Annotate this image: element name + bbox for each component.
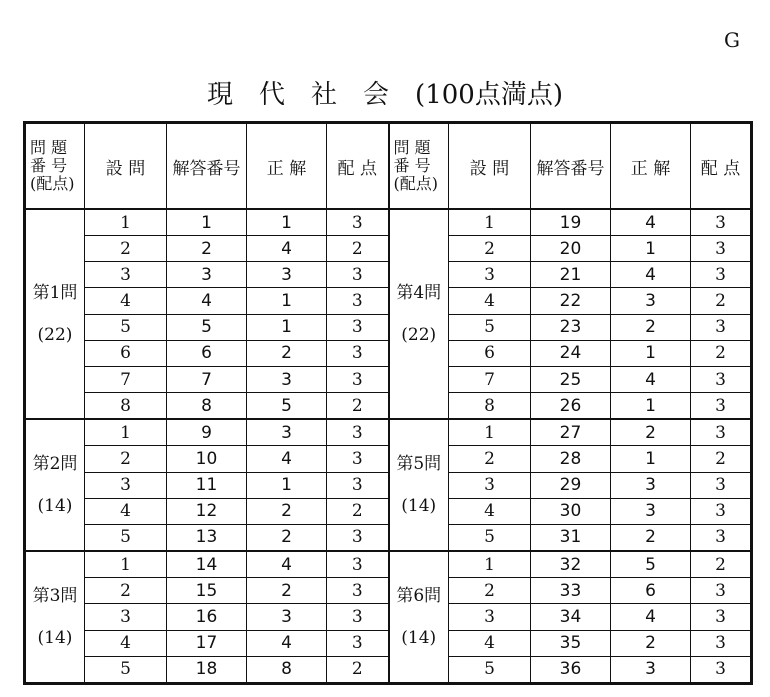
answer-number-cell: 20 <box>531 236 611 262</box>
table-row <box>25 262 752 288</box>
question-group-cell <box>389 419 449 551</box>
answer-number-cell: 8 <box>167 393 247 420</box>
points-cell: 3 <box>327 419 389 446</box>
answer-number-cell: 12 <box>167 498 247 524</box>
corner-label: G <box>724 28 740 52</box>
correct-answer-cell: 3 <box>611 498 691 524</box>
question-points: (22) <box>37 325 73 346</box>
setsumon-cell: 1 <box>449 551 531 578</box>
table-row <box>25 498 752 524</box>
table-row <box>25 472 752 498</box>
answer-number-cell: 5 <box>167 314 247 340</box>
correct-answer-cell: 5 <box>611 551 691 578</box>
correct-answer-cell: 2 <box>247 578 327 604</box>
header-row <box>25 123 752 210</box>
setsumon-cell: 2 <box>85 236 167 262</box>
question-group-cell <box>389 209 449 419</box>
correct-answer-cell: 1 <box>247 288 327 314</box>
answer-number-cell: 25 <box>531 366 611 392</box>
setsumon-cell: 2 <box>449 236 531 262</box>
correct-answer-cell: 4 <box>247 551 327 578</box>
points-cell: 3 <box>327 524 389 551</box>
page-title <box>0 74 770 111</box>
correct-answer-cell: 4 <box>247 446 327 472</box>
answer-number-cell: 34 <box>531 604 611 630</box>
answer-number-cell: 2 <box>167 236 247 262</box>
correct-answer-cell: 2 <box>247 498 327 524</box>
correct-answer-cell: 3 <box>611 288 691 314</box>
answer-number-cell: 19 <box>531 209 611 236</box>
correct-answer-cell: 4 <box>611 366 691 392</box>
points-cell: 3 <box>691 472 752 498</box>
header-points: 配 点 <box>327 123 389 210</box>
answer-number-cell: 30 <box>531 498 611 524</box>
header-correct: 正 解 <box>247 123 327 210</box>
setsumon-cell: 2 <box>449 446 531 472</box>
setsumon-cell: 5 <box>85 314 167 340</box>
setsumon-cell: 3 <box>449 262 531 288</box>
answer-number-cell: 10 <box>167 446 247 472</box>
question-group-cell <box>389 551 449 683</box>
setsumon-cell: 8 <box>449 393 531 420</box>
table-row <box>25 604 752 630</box>
points-cell: 3 <box>327 604 389 630</box>
answer-number-cell: 4 <box>167 288 247 314</box>
setsumon-cell: 4 <box>449 288 531 314</box>
setsumon-cell: 4 <box>449 630 531 656</box>
points-cell: 3 <box>327 262 389 288</box>
setsumon-cell: 5 <box>85 656 167 683</box>
points-cell: 3 <box>691 366 752 392</box>
correct-answer-cell: 6 <box>611 578 691 604</box>
points-cell: 3 <box>327 314 389 340</box>
answer-number-cell: 22 <box>531 288 611 314</box>
points-cell: 2 <box>691 288 752 314</box>
setsumon-cell: 8 <box>85 393 167 420</box>
correct-answer-cell: 2 <box>247 340 327 366</box>
question-points: (14) <box>401 628 437 649</box>
correct-answer-cell: 3 <box>247 262 327 288</box>
setsumon-cell: 5 <box>449 524 531 551</box>
correct-answer-cell: 1 <box>611 236 691 262</box>
question-label: 第1問 <box>32 283 78 304</box>
points-cell: 3 <box>691 524 752 551</box>
answer-number-cell: 7 <box>167 366 247 392</box>
answer-number-cell: 17 <box>167 630 247 656</box>
setsumon-cell: 4 <box>85 630 167 656</box>
table-row <box>25 524 752 551</box>
points-cell: 2 <box>327 656 389 683</box>
answer-number-cell: 13 <box>167 524 247 551</box>
setsumon-cell: 3 <box>85 472 167 498</box>
correct-answer-cell: 2 <box>611 314 691 340</box>
title-points: (100点満点) <box>415 80 563 110</box>
points-cell: 2 <box>327 393 389 420</box>
points-cell: 2 <box>691 340 752 366</box>
answer-number-cell: 16 <box>167 604 247 630</box>
answer-number-cell: 15 <box>167 578 247 604</box>
question-points: (14) <box>37 628 73 649</box>
correct-answer-cell: 1 <box>611 446 691 472</box>
header-question-number: 問 題 番 号 (配点) <box>389 123 449 210</box>
answer-number-cell: 14 <box>167 551 247 578</box>
answer-number-cell: 28 <box>531 446 611 472</box>
points-cell: 3 <box>691 262 752 288</box>
answer-number-cell: 33 <box>531 578 611 604</box>
setsumon-cell: 7 <box>85 366 167 392</box>
table-row <box>25 656 752 683</box>
answer-number-cell: 6 <box>167 340 247 366</box>
header-setsumon: 設 問 <box>85 123 167 210</box>
correct-answer-cell: 1 <box>611 340 691 366</box>
question-label: 第3問 <box>32 586 78 607</box>
question-points: (14) <box>37 496 73 517</box>
correct-answer-cell: 1 <box>611 393 691 420</box>
table-row <box>25 209 752 236</box>
correct-answer-cell: 1 <box>247 209 327 236</box>
correct-answer-cell: 4 <box>247 236 327 262</box>
answer-number-cell: 29 <box>531 472 611 498</box>
setsumon-cell: 1 <box>85 551 167 578</box>
points-cell: 3 <box>691 314 752 340</box>
table-row <box>25 419 752 446</box>
correct-answer-cell: 2 <box>611 630 691 656</box>
answer-number-cell: 9 <box>167 419 247 446</box>
setsumon-cell: 3 <box>449 604 531 630</box>
points-cell: 2 <box>691 446 752 472</box>
question-points: (22) <box>401 325 437 346</box>
correct-answer-cell: 5 <box>247 393 327 420</box>
correct-answer-cell: 8 <box>247 656 327 683</box>
answer-number-cell: 31 <box>531 524 611 551</box>
setsumon-cell: 6 <box>449 340 531 366</box>
header-question-number: 問 題 番 号 (配点) <box>25 123 85 210</box>
answer-number-cell: 32 <box>531 551 611 578</box>
points-cell: 3 <box>327 630 389 656</box>
table-row <box>25 393 752 420</box>
table-row <box>25 340 752 366</box>
setsumon-cell: 5 <box>85 524 167 551</box>
points-cell: 3 <box>327 288 389 314</box>
points-cell: 3 <box>691 498 752 524</box>
title-subject: 現代社会 <box>207 80 416 110</box>
question-label: 第2問 <box>32 454 78 475</box>
header-answer-number: 解答番号 <box>167 123 247 210</box>
answer-number-cell: 35 <box>531 630 611 656</box>
points-cell: 3 <box>327 472 389 498</box>
correct-answer-cell: 4 <box>611 209 691 236</box>
setsumon-cell: 2 <box>85 578 167 604</box>
answer-number-cell: 24 <box>531 340 611 366</box>
question-label: 第4問 <box>396 283 442 304</box>
header-correct: 正 解 <box>611 123 691 210</box>
correct-answer-cell: 2 <box>611 419 691 446</box>
points-cell: 3 <box>691 236 752 262</box>
points-cell: 2 <box>691 551 752 578</box>
setsumon-cell: 4 <box>85 288 167 314</box>
table-row <box>25 446 752 472</box>
points-cell: 3 <box>691 630 752 656</box>
header-points: 配 点 <box>691 123 752 210</box>
answer-table <box>23 121 753 685</box>
table-row <box>25 236 752 262</box>
points-cell: 2 <box>327 236 389 262</box>
table-row <box>25 314 752 340</box>
setsumon-cell: 5 <box>449 314 531 340</box>
points-cell: 3 <box>691 656 752 683</box>
answer-number-cell: 3 <box>167 262 247 288</box>
table-row <box>25 630 752 656</box>
header-setsumon: 設 問 <box>449 123 531 210</box>
points-cell: 3 <box>691 419 752 446</box>
answer-number-cell: 26 <box>531 393 611 420</box>
setsumon-cell: 3 <box>85 262 167 288</box>
correct-answer-cell: 1 <box>247 472 327 498</box>
setsumon-cell: 1 <box>449 209 531 236</box>
question-group-cell <box>25 551 85 683</box>
points-cell: 3 <box>327 446 389 472</box>
question-label: 第6問 <box>396 586 442 607</box>
setsumon-cell: 3 <box>85 604 167 630</box>
table-row <box>25 288 752 314</box>
correct-answer-cell: 4 <box>611 262 691 288</box>
setsumon-cell: 7 <box>449 366 531 392</box>
correct-answer-cell: 2 <box>247 524 327 551</box>
setsumon-cell: 1 <box>85 209 167 236</box>
points-cell: 3 <box>691 604 752 630</box>
answer-number-cell: 21 <box>531 262 611 288</box>
correct-answer-cell: 3 <box>247 604 327 630</box>
setsumon-cell: 3 <box>449 472 531 498</box>
setsumon-cell: 1 <box>85 419 167 446</box>
answer-number-cell: 23 <box>531 314 611 340</box>
correct-answer-cell: 4 <box>247 630 327 656</box>
points-cell: 3 <box>327 340 389 366</box>
setsumon-cell: 2 <box>449 578 531 604</box>
answer-number-cell: 11 <box>167 472 247 498</box>
points-cell: 3 <box>327 209 389 236</box>
correct-answer-cell: 1 <box>247 314 327 340</box>
correct-answer-cell: 2 <box>611 524 691 551</box>
points-cell: 3 <box>327 578 389 604</box>
points-cell: 3 <box>327 551 389 578</box>
correct-answer-cell: 4 <box>611 604 691 630</box>
setsumon-cell: 2 <box>85 446 167 472</box>
correct-answer-cell: 3 <box>247 419 327 446</box>
table-row <box>25 551 752 578</box>
setsumon-cell: 5 <box>449 656 531 683</box>
answer-number-cell: 36 <box>531 656 611 683</box>
correct-answer-cell: 3 <box>247 366 327 392</box>
points-cell: 2 <box>327 498 389 524</box>
table-body <box>25 209 752 684</box>
setsumon-cell: 4 <box>449 498 531 524</box>
table-row <box>25 578 752 604</box>
answer-number-cell: 18 <box>167 656 247 683</box>
correct-answer-cell: 3 <box>611 472 691 498</box>
setsumon-cell: 1 <box>449 419 531 446</box>
setsumon-cell: 4 <box>85 498 167 524</box>
correct-answer-cell: 3 <box>611 656 691 683</box>
header-answer-number: 解答番号 <box>531 123 611 210</box>
question-group-cell <box>25 419 85 551</box>
question-points: (14) <box>401 496 437 517</box>
question-label: 第5問 <box>396 454 442 475</box>
answer-number-cell: 1 <box>167 209 247 236</box>
points-cell: 3 <box>691 393 752 420</box>
points-cell: 3 <box>691 209 752 236</box>
points-cell: 3 <box>691 578 752 604</box>
table-row <box>25 366 752 392</box>
points-cell: 3 <box>327 366 389 392</box>
answer-number-cell: 27 <box>531 419 611 446</box>
question-group-cell <box>25 209 85 419</box>
setsumon-cell: 6 <box>85 340 167 366</box>
